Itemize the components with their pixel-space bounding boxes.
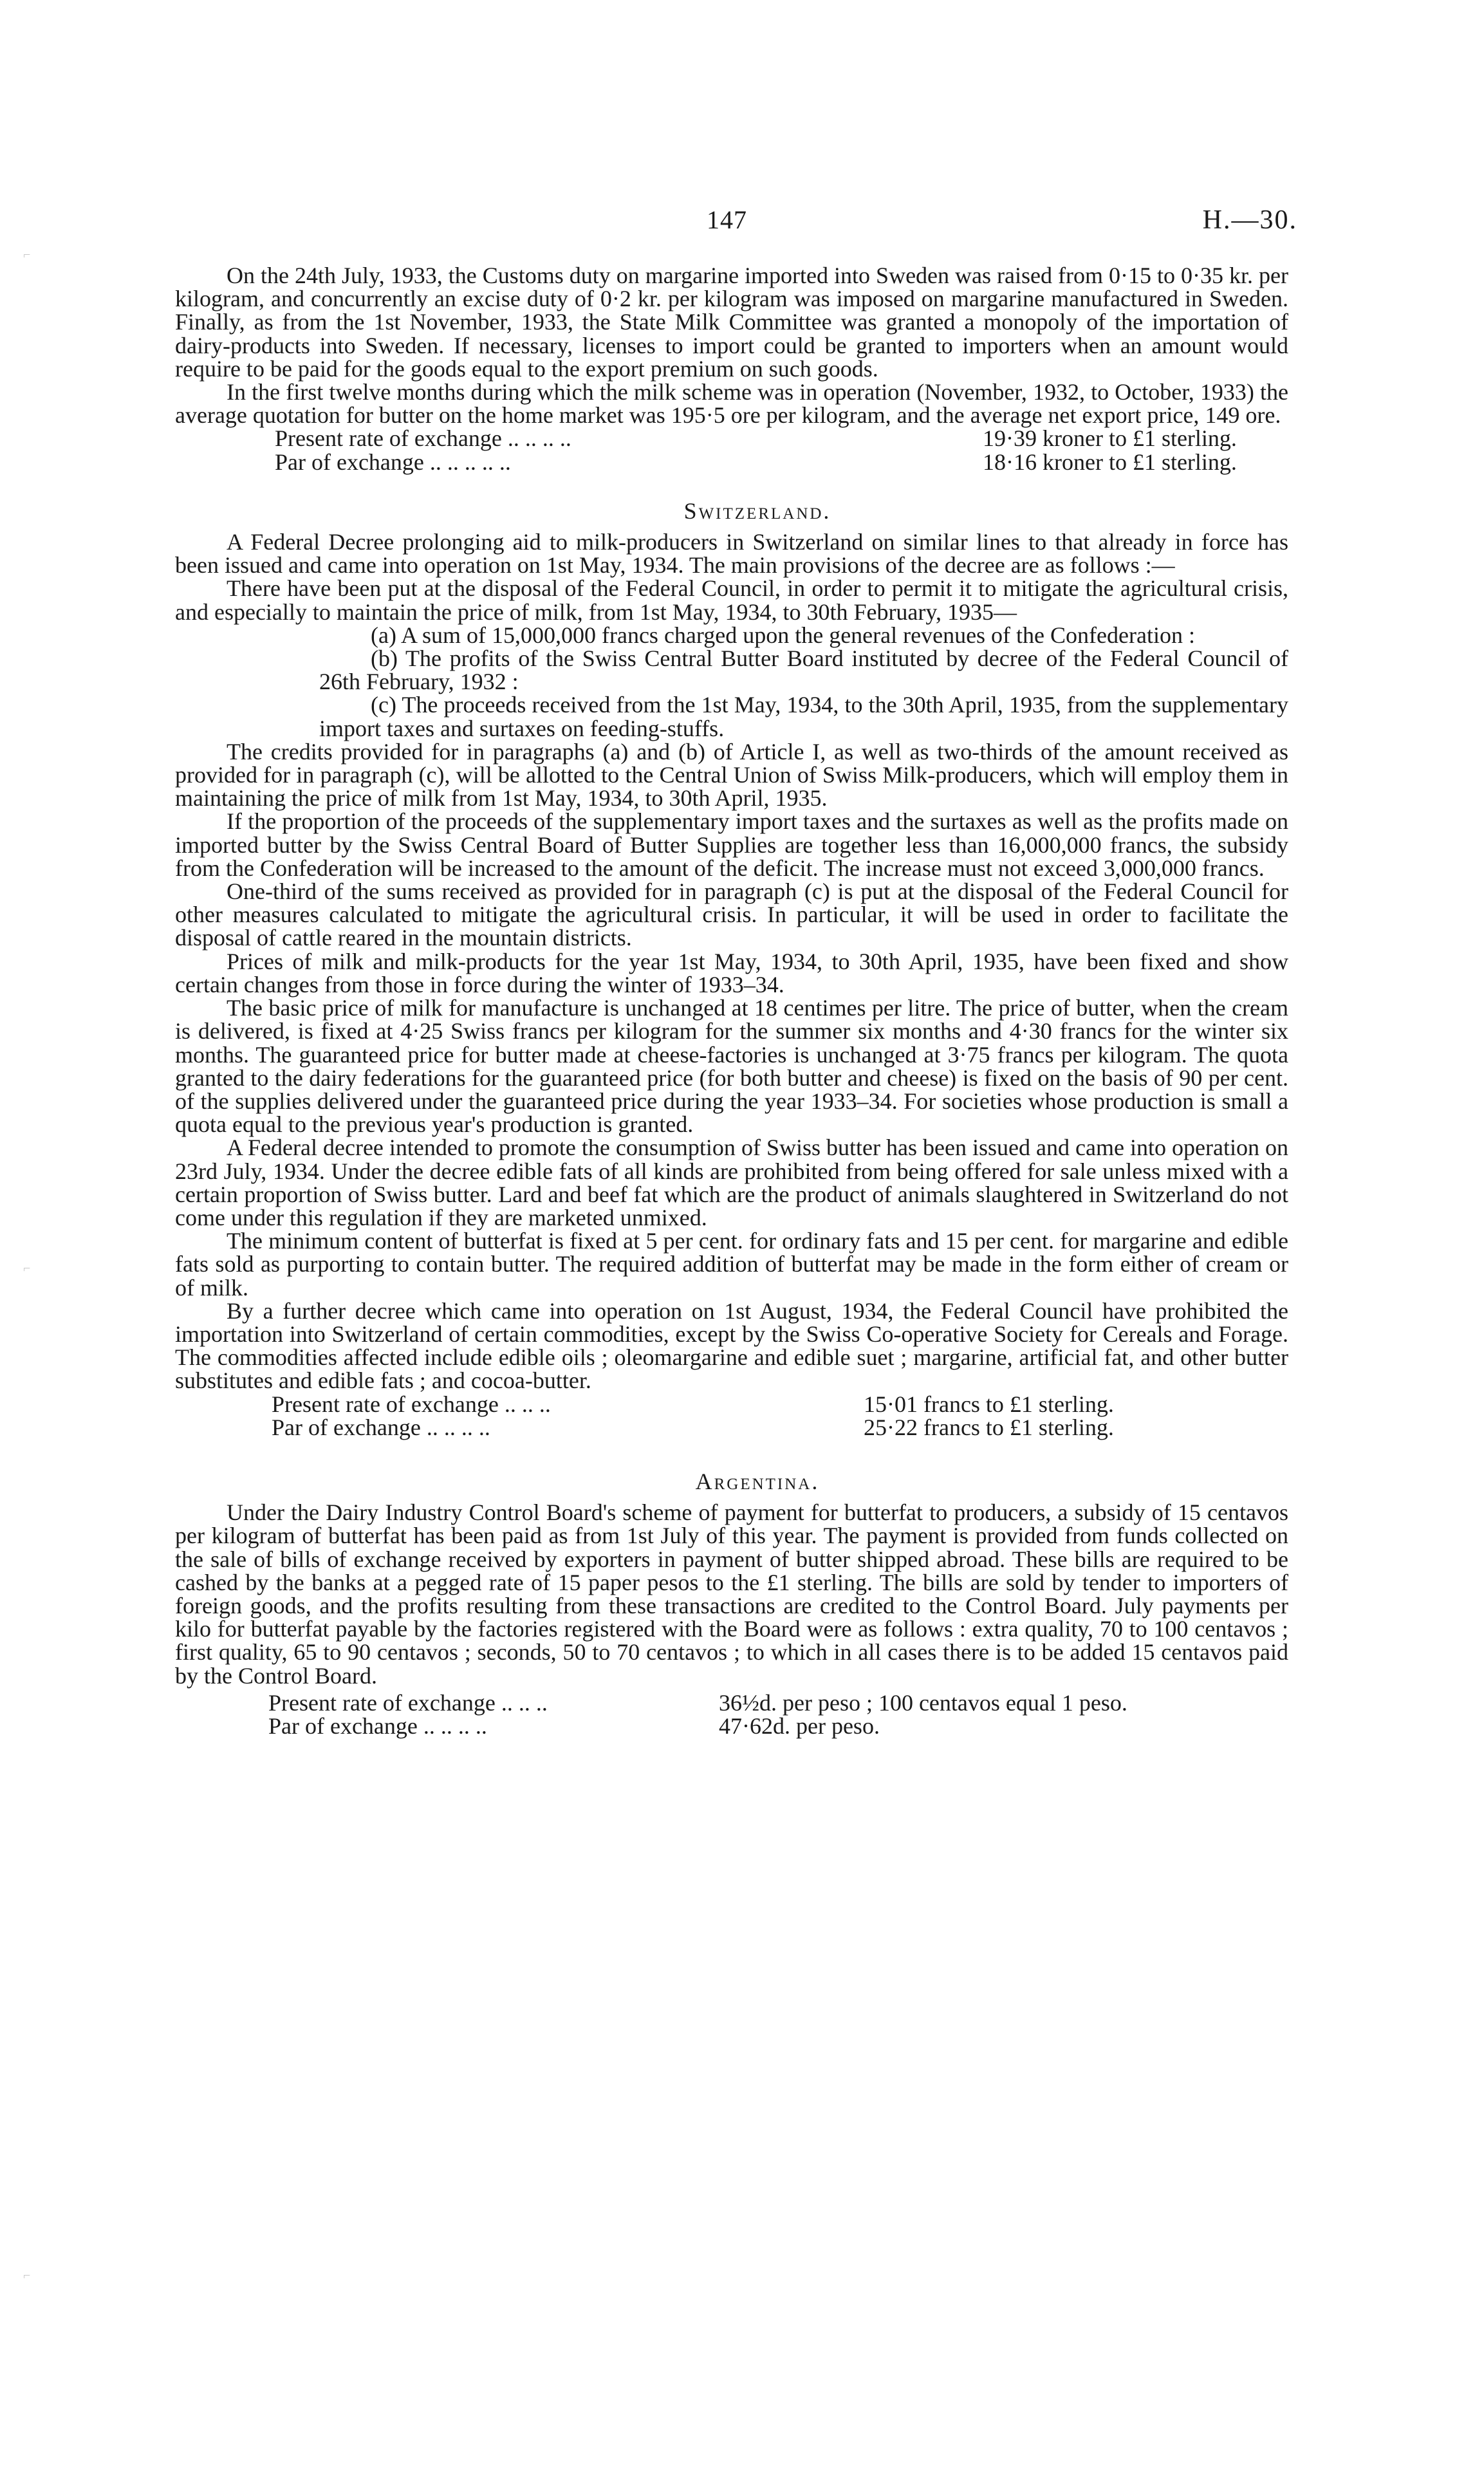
page-header [0, 205, 1484, 243]
body-paragraph: The minimum content of butterfat is fixed at 5 per cent. for ordinary fats and 15 per cent. for margarine and edible fats sold as purporting to contain butter. The required addition of butterfat may be made in the form either of cream or of milk. [175, 1228, 1288, 1301]
rate-label: Par of exchange .. .. .. .. [272, 1414, 490, 1440]
rate-label: Present rate of exchange .. .. .. [268, 1689, 548, 1716]
body-paragraph: On the 24th July, 1933, the Customs duty on margarine imported into Sweden was raised from 0·15 to 0·35 kr. per kilogram, and concurrently an excise duty of 0·2 kr. per kilogram was imposed on margarine manufactured in Sweden. Finally, as from the 1st November, 1933, the State Milk Committee was granted a monopoly of the importation of dairy-products into Sweden. If necessary, licenses to import could be granted to importers when an amount would require to be paid for the goods equal to the export premium on such goods. [175, 263, 1288, 382]
rate-value: 36½d. per peso ; 100 centavos equal 1 peso. [719, 1689, 1127, 1716]
exchange-rate-row [175, 1393, 1288, 1416]
section-title: Argentina. [695, 1468, 820, 1494]
item-marker: (b) [371, 645, 398, 672]
rate-label: Par of exchange .. .. .. .. .. [275, 449, 511, 475]
margin-tick: ⌐ [23, 2268, 31, 2283]
rate-value: 15·01 francs to £1 sterling. [864, 1391, 1114, 1417]
page-number: 147 [707, 205, 747, 234]
rate-value: 18·16 kroner to £1 sterling. [983, 449, 1237, 475]
item-text: A sum of 15,000,000 francs charged upon the general revenues of the Confederation : [400, 622, 1195, 648]
body-paragraph: Prices of milk and milk-products for the year 1st May, 1934, to 30th April, 1935, have been fixed and show certain changes from those in force during the winter of 1933–34. [175, 948, 1288, 997]
rate-label: Par of exchange .. .. .. .. [268, 1712, 487, 1739]
section-title: Switzerland. [683, 497, 831, 524]
list-item [175, 693, 1288, 739]
exchange-rate-row [175, 1416, 1288, 1439]
margin-tick: ⌐ [23, 1261, 31, 1276]
body-paragraph: There have been put at the disposal of the Federal Council, in order to permit it to mitigate the agricultural crisis, and especially to maintain the price of milk, from 1st May, 1934, to 30th February, 1935— [175, 575, 1288, 625]
item-marker: (c) [371, 692, 396, 718]
body-paragraph: A Federal decree intended to promote the consumption of Swiss butter has been issued and came into operation on 23rd July, 1934. Under the decree edible fats of all kinds are prohibited from being offered for sale unless mixed with a certain proportion of Swiss butter. Lard and beef fat which are the product of animals slaughtered in Switzerland do not come under this regulation if they are marketed unmixed. [175, 1135, 1288, 1230]
rate-value: 25·22 francs to £1 sterling. [864, 1414, 1114, 1440]
list-item [175, 647, 1288, 693]
body-paragraph: A Federal Decree prolonging aid to milk-producers in Switzerland on similar lines to that already in force has been issued and came into operation on 1st May, 1934. The main provisions of the decree are as follows :— [175, 529, 1288, 579]
body-paragraph: One-third of the sums received as provided for in paragraph (c) is put at the disposal of the Federal Council for other measures calculated to mitigate the agricultural crisis. In particular, it will be used in order to facilitate the disposal of cattle reared in the mountain districts. [175, 878, 1288, 951]
body-paragraph: If the proportion of the proceeds of the supplementary import taxes and the surtaxes as well as the profits made on imported butter by the Swiss Central Board of Butter Supplies are together less than 16,000,000 francs, the subsidy from the Confederation will be increased to the amount of the deficit. The increase must not exceed 3,000,000 francs. [175, 808, 1288, 881]
item-text: The profits of the Swiss Central Butter Board instituted by decree of the Federal Council of 26th February, 1932 : [319, 645, 1288, 695]
page-body [175, 264, 1288, 1738]
body-paragraph: By a further decree which came into operation on 1st August, 1934, the Federal Council have prohibited the importation into Switzerland of certain commodities, except by the Swiss Co-operative Society for Cereals and Forage. The commodities affected include edible oils ; oleomargarine and edible suet ; margarine, artificial fat, and other butter substitutes and edible fats ; and cocoa-butter. [175, 1297, 1288, 1394]
rate-label: Present rate of exchange .. .. .. .. [275, 425, 571, 452]
margin-tick: ⌐ [23, 248, 31, 262]
exchange-rate-row [175, 450, 1288, 474]
body-paragraph: The credits provided for in paragraphs (a) and (b) of Article I, as well as two-thirds of the amount received as provided for in paragraph (c), will be allotted to the Central Union of Swiss Milk-producers, which will employ them in maintaining the price of milk from 1st May, 1934, to 30th April, 1935. [175, 738, 1288, 812]
rate-label: Present rate of exchange .. .. .. [272, 1391, 551, 1417]
rate-value: 19·39 kroner to £1 sterling. [983, 425, 1237, 452]
body-paragraph: Under the Dairy Industry Control Board's scheme of payment for butterfat to producers, a subsidy of 15 centavos per kilogram of butterfat has been paid as from 1st July of this year. The payment is provided from funds collected on the sale of bills of exchange received by exporters in payment of butter shipped abroad. These bills are required to be cashed by the banks at a pegged rate of 15 paper pesos to the £1 sterling. The bills are sold by tender to importers of foreign goods, and the profits resulting from these transactions are credited to the Control Board. July payments per kilo for butterfat payable by the factories registered with the Board were as follows : extra quality, 70 to 100 centavos ; first quality, 65 to 90 centavos ; seconds, 50 to 70 centavos ; to which in all cases there is to be added 15 centavos paid by the Control Board. [175, 1499, 1288, 1689]
exchange-rate-row [175, 427, 1288, 450]
item-marker: (a) [371, 622, 396, 648]
body-paragraph: In the first twelve months during which the milk scheme was in operation (November, 1932, to October, 1933) the average quotation for butter on the home market was 195·5 ore per kilogram, and the average net export price, 149 ore. [175, 379, 1288, 429]
rate-value: 47·62d. per peso. [719, 1712, 880, 1739]
item-text: The proceeds received from the 1st May, 1934, to the 30th April, 1935, from the supplementary import taxes and surtaxes on feeding-stuffs. [319, 692, 1288, 741]
exchange-rate-row [175, 1691, 1288, 1714]
list-item [175, 624, 1288, 647]
exchange-rate-row [175, 1714, 1288, 1738]
body-paragraph: The basic price of milk for manufacture is unchanged at 18 centimes per litre. The price of butter, when the cream is delivered, is fixed at 4·25 Swiss francs per kilogram for the summer six months and 4·30 francs for the winter six months. The guaranteed price for butter made at cheese-factories is unchanged at 3·75 francs per kilogram. The quota granted to the dairy federations for the guaranteed price (for both butter and cheese) is fixed on the basis of 90 per cent. of the supplies delivered under the guaranteed price during the year 1933–34. For societies whose production is small a quota equal to the previous year's production is granted. [175, 995, 1288, 1138]
document-reference: H.—30. [1202, 205, 1297, 235]
